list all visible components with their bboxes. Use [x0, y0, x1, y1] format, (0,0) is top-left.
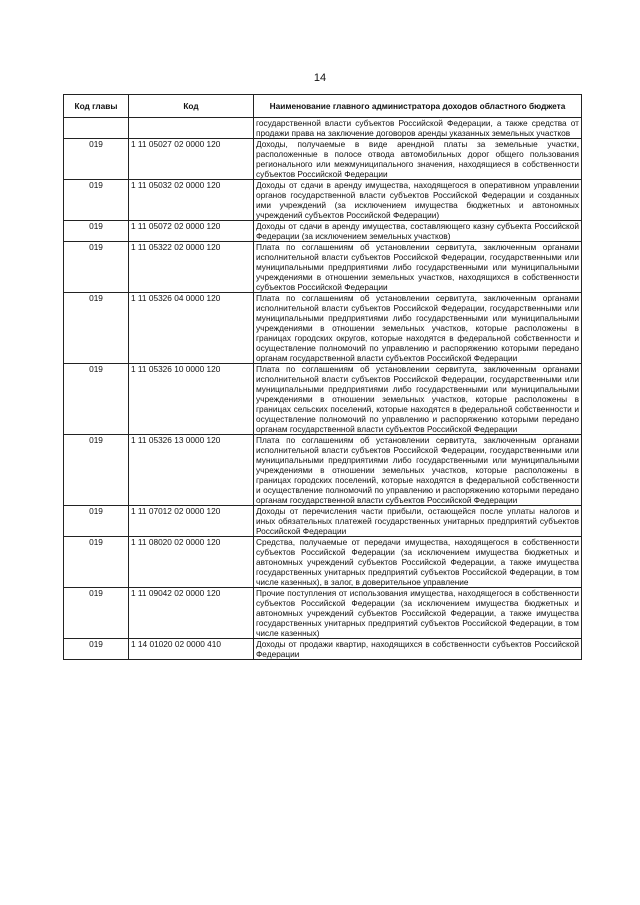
table-row [64, 588, 582, 639]
header-chapter-code: Код главы [64, 95, 129, 118]
code-cell: 1 11 05032 02 0000 120 [129, 180, 254, 221]
code-cell: 1 14 01020 02 0000 410 [129, 639, 254, 660]
chapter-code-cell: 019 [64, 180, 129, 221]
continuation-name-cell: государственной власти субъектов Российской Федерации, а также средства от продажи права на заключение договоров аренды указанных земельных участков [254, 118, 582, 139]
chapter-code-cell: 019 [64, 537, 129, 588]
name-cell: Прочие поступления от использования имущества, находящегося в собственности субъектов Российской Федерации (за исключением имущества бюджетных и автономных учреждений субъектов Российской Федерации, а также имущества государственных унитарных предприятий субъектов Российской Федерации, в том числе казенных) [254, 588, 582, 639]
table-row [64, 180, 582, 221]
code-cell: 1 11 05326 10 0000 120 [129, 364, 254, 435]
table-body [64, 118, 582, 660]
table-row [64, 537, 582, 588]
table-row [64, 221, 582, 242]
name-cell: Доходы от продажи квартир, находящихся в собственности субъектов Российской Федерации [254, 639, 582, 660]
table-header [64, 95, 582, 118]
code-cell: 1 11 05027 02 0000 120 [129, 139, 254, 180]
chapter-code-cell: 019 [64, 221, 129, 242]
code-cell: 1 11 08020 02 0000 120 [129, 537, 254, 588]
table-row [64, 139, 582, 180]
header-code: Код [129, 95, 254, 118]
name-cell: Плата по соглашениям об установлении сервитута, заключенным органами исполнительной власти субъектов Российской Федерации, государственными или муниципальными предприятиями либо государственными или муниципальными учреждениями в отношении земельных участков, находящихся в собственности субъектов Российской Федерации [254, 242, 582, 293]
continuation-chapter-cell [64, 118, 129, 139]
chapter-code-cell: 019 [64, 242, 129, 293]
code-cell: 1 11 05326 04 0000 120 [129, 293, 254, 364]
code-cell: 1 11 07012 02 0000 120 [129, 506, 254, 537]
code-cell: 1 11 05322 02 0000 120 [129, 242, 254, 293]
chapter-code-cell: 019 [64, 639, 129, 660]
table-row [64, 506, 582, 537]
continuation-row [64, 118, 582, 139]
header-row [64, 95, 582, 118]
chapter-code-cell: 019 [64, 139, 129, 180]
chapter-code-cell: 019 [64, 293, 129, 364]
name-cell: Доходы от сдачи в аренду имущества, составляющего казну субъекта Российской Федерации (за исключением земельных участков) [254, 221, 582, 242]
name-cell: Плата по соглашениям об установлении сервитута, заключенным органами исполнительной власти субъектов Российской Федерации, государственными или муниципальными предприятиями либо государственными или муниципальными учреждениями в отношении земельных участков, которые расположены в границах сельских поселений, которые находятся в федеральной собственности и осуществление полномочий по управлению и распоряжению которыми передано органам государственной власти субъектов Российской Федерации [254, 364, 582, 435]
revenue-administrators-table [63, 94, 582, 660]
code-cell: 1 11 05072 02 0000 120 [129, 221, 254, 242]
name-cell: Доходы, получаемые в виде арендной платы за земельные участки, расположенные в полосе отвода автомобильных дорог общего пользования регионального или межмуниципального значения, находящиеся в собственности субъектов Российской Федерации [254, 139, 582, 180]
table-row [64, 293, 582, 364]
name-cell: Доходы от сдачи в аренду имущества, находящегося в оперативном управлении органов государственной власти субъектов Российской Федерации и созданных ими учреждений (за исключением имущества бюджетных и автономных учреждений субъектов Российской Федерации) [254, 180, 582, 221]
header-name: Наименование главного администратора доходов областного бюджета [254, 95, 582, 118]
page-number: 14 [313, 72, 327, 84]
name-cell: Плата по соглашениям об установлении сервитута, заключенным органами исполнительной власти субъектов Российской Федерации, государственными или муниципальными предприятиями либо государственными или муниципальными учреждениями в отношении земельных участков, которые расположены в границах городских округов, которые находятся в федеральной собственности и осуществление полномочий по управлению и распоряжению которыми передано органам государственной власти субъектов Российской Федерации [254, 293, 582, 364]
name-cell: Средства, получаемые от передачи имущества, находящегося в собственности субъектов Российской Федерации (за исключением имущества бюджетных и автономных учреждений субъектов Российской Федерации, а также имущества государственных унитарных предприятий субъектов Российской Федерации, в том числе казенных), в залог, в доверительное управление [254, 537, 582, 588]
code-cell: 1 11 09042 02 0000 120 [129, 588, 254, 639]
table-row [64, 639, 582, 660]
chapter-code-cell: 019 [64, 364, 129, 435]
table-row [64, 435, 582, 506]
name-cell: Плата по соглашениям об установлении сервитута, заключенным органами исполнительной власти субъектов Российской Федерации, государственными или муниципальными предприятиями либо государственными или муниципальными учреждениями в отношении земельных участков, которые расположены в границах городских поселений, которые находятся в федеральной собственности и осуществление полномочий по управлению и распоряжению которыми передано органам государственной власти субъектов Российской Федерации [254, 435, 582, 506]
name-cell: Доходы от перечисления части прибыли, остающейся после уплаты налогов и иных обязательных платежей государственных унитарных предприятий субъектов Российской Федерации [254, 506, 582, 537]
continuation-code-cell [129, 118, 254, 139]
table-row [64, 364, 582, 435]
chapter-code-cell: 019 [64, 588, 129, 639]
table-row [64, 242, 582, 293]
chapter-code-cell: 019 [64, 435, 129, 506]
code-cell: 1 11 05326 13 0000 120 [129, 435, 254, 506]
chapter-code-cell: 019 [64, 506, 129, 537]
